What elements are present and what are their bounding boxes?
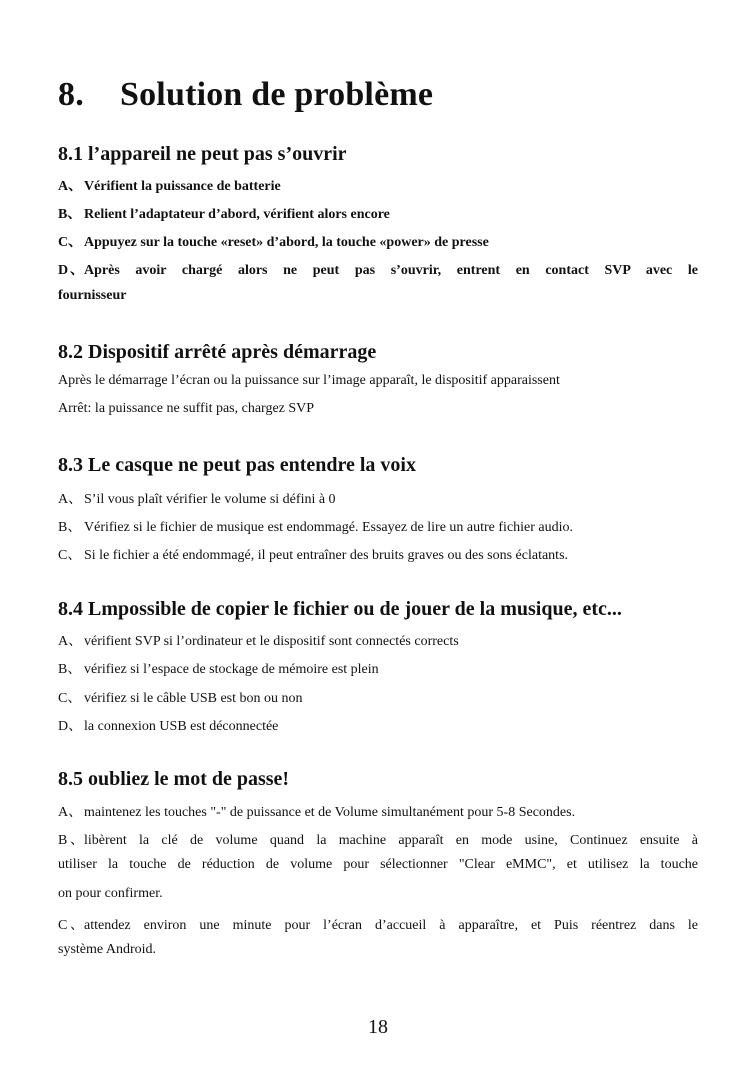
chapter-number: 8. <box>58 76 84 113</box>
list-item-text: S’il vous plaît vérifier le volume si défini à 0 <box>84 492 336 507</box>
list-item <box>58 516 573 536</box>
list-marker: B、 <box>58 207 82 222</box>
list-item <box>58 715 278 735</box>
list-marker: C、 <box>58 918 84 933</box>
section-heading-8-5: 8.5 oubliez le mot de passe! <box>58 768 290 790</box>
list-item <box>58 544 568 564</box>
list-item-continuation: système Android. <box>58 942 156 957</box>
list-item <box>58 914 698 934</box>
page-number: 18 <box>368 1016 388 1038</box>
list-marker: A、 <box>58 179 83 194</box>
list-item <box>58 630 459 650</box>
section-heading-8-3: 8.3 Le casque ne peut pas entendre la voix <box>58 454 416 476</box>
list-item <box>58 801 575 821</box>
list-item <box>58 259 698 279</box>
list-item <box>58 231 489 251</box>
list-marker: B、 <box>58 662 82 677</box>
list-item <box>58 203 390 223</box>
list-item-text: vérifiez si l’espace de stockage de mémoire est plein <box>84 662 379 677</box>
list-marker: C、 <box>58 691 82 706</box>
list-marker: A、 <box>58 805 83 820</box>
chapter-title <box>58 76 433 114</box>
list-marker: A、 <box>58 634 83 649</box>
list-item-text: libèrent la clé de volume quand la machine apparaît en mode usine, Continuez ensuite à <box>84 833 698 848</box>
paragraph-line: Arrêt: la puissance ne suffit pas, chargez SVP <box>58 401 315 416</box>
list-item-text: Appuyez sur la touche «reset» d’abord, la touche «power» de presse <box>84 235 489 250</box>
section-heading-8-4: 8.4 Lmpossible de copier le fichier ou de jouer de la musique, etc... <box>58 598 622 620</box>
list-item-text: Relient l’adaptateur d’abord, vérifient alors encore <box>84 207 390 222</box>
list-item <box>58 829 698 849</box>
list-item <box>58 687 303 707</box>
list-item-text: Si le fichier a été endommagé, il peut entraîner des bruits graves ou des sons éclatants. <box>84 548 569 563</box>
chapter-title-text: Solution de problème <box>120 76 434 113</box>
list-item <box>58 488 336 508</box>
list-item-text: attendez environ une minute pour l’écran d’accueil à apparaître, et Puis réentrez dans le <box>84 918 698 933</box>
list-marker: A、 <box>58 492 83 507</box>
list-item-text: vérifiez si le câble USB est bon ou non <box>84 691 303 706</box>
list-item-text: Vérifiez si le fichier de musique est endommagé. Essayez de lire un autre fichier audio. <box>84 520 574 535</box>
section-heading-8-1: 8.1 l’appareil ne peut pas s’ouvrir <box>58 143 347 165</box>
list-item-text: vérifient SVP si l’ordinateur et le dispositif sont connectés corrects <box>84 634 459 649</box>
list-item-continuation: fournisseur <box>58 288 127 303</box>
list-item-continuation: on pour confirmer. <box>58 886 163 901</box>
list-item-continuation: utiliser la touche de réduction de volume pour sélectionner "Clear eMMC", et utilisez la touche <box>58 857 698 872</box>
list-marker: D、 <box>58 263 84 278</box>
list-marker: C、 <box>58 235 83 250</box>
list-item-text: maintenez les touches "-" de puissance et de Volume simultanément pour 5-8 Secondes. <box>84 805 576 820</box>
list-marker: B、 <box>58 833 84 848</box>
list-item <box>58 175 281 195</box>
section-heading-8-2: 8.2 Dispositif arrêté après démarrage <box>58 341 377 363</box>
list-item-text: Après avoir chargé alors ne peut pas s’ouvrir, entrent en contact SVP avec le <box>84 263 698 278</box>
list-item-text: Vérifient la puissance de batterie <box>84 179 281 194</box>
paragraph-line: Après le démarrage l’écran ou la puissance sur l’image apparaît, le dispositif apparaissent <box>58 373 560 388</box>
list-item-text: la connexion USB est déconnectée <box>84 719 279 734</box>
list-marker: D、 <box>58 719 83 734</box>
list-marker: B、 <box>58 520 82 535</box>
list-item <box>58 658 379 678</box>
list-marker: C、 <box>58 548 82 563</box>
